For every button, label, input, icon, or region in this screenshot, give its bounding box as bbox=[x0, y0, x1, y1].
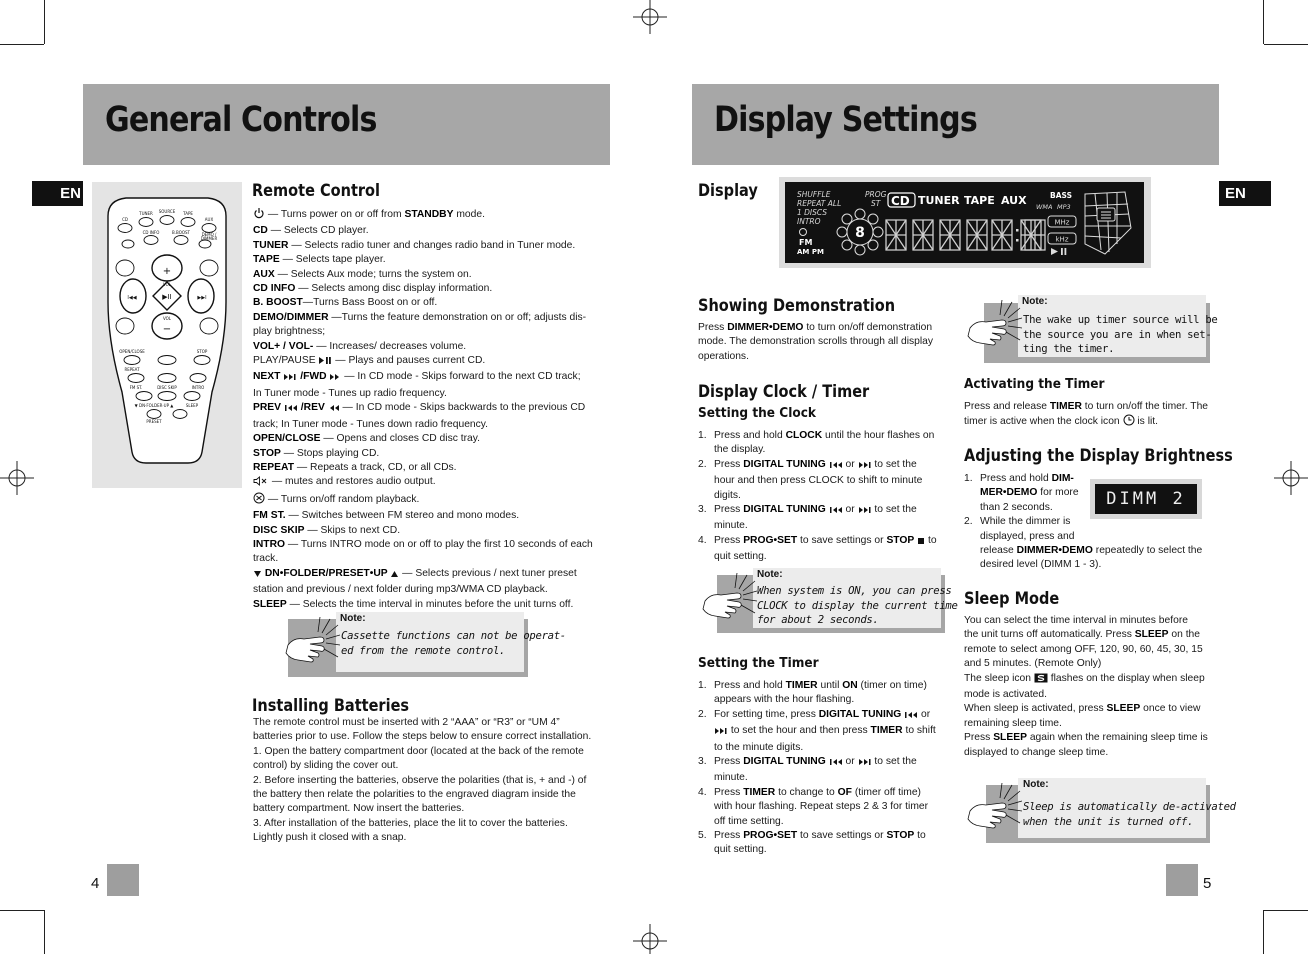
svg-text:INTRO: INTRO bbox=[191, 385, 205, 390]
step-item bbox=[698, 534, 948, 565]
step-line: to the minute digits. bbox=[714, 741, 804, 753]
remote-control-line: DEMO/DIMMER —Turns the feature demonstration on or off; adjusts dis- bbox=[253, 311, 587, 323]
step-line: hour and then press CLOCK to shift to minute bbox=[714, 475, 923, 487]
registration-mark-icon bbox=[0, 461, 34, 495]
lcd-play-pause-icon bbox=[1051, 248, 1066, 255]
lcd-ampm: AM PM bbox=[797, 248, 824, 256]
sleep-line: When sleep is activated, press SLEEP once to view bbox=[964, 703, 1201, 715]
pointing-hand-icon bbox=[962, 781, 1022, 837]
crop-mark bbox=[0, 910, 44, 911]
remote-control-line: — Turns power on or off from STANDBY mode. bbox=[253, 207, 608, 224]
step-line: Press and hold CLOCK until the hour flashes on bbox=[714, 430, 935, 441]
note-text: Sleep is automatically de-activated when the unit is turned off. bbox=[1023, 801, 1236, 828]
sleep-line: and 5 minutes. (Remote Only) bbox=[964, 658, 1102, 670]
batteries-line: control) by sliding the cover out. bbox=[253, 760, 399, 772]
prev-icon bbox=[284, 403, 298, 417]
activating-timer-text bbox=[964, 400, 1216, 432]
crop-mark bbox=[0, 44, 44, 45]
step-line: to set the hour and then press TIMER to shift bbox=[714, 724, 953, 740]
svg-text:TUNER: TUNER bbox=[139, 211, 153, 216]
svg-text:VOL: VOL bbox=[162, 282, 172, 287]
note-sleep bbox=[962, 777, 1236, 845]
page-number: 5 bbox=[1203, 875, 1212, 892]
activating-line: timer is active when the clock icon is lit. bbox=[964, 414, 1216, 431]
step-number: 5. bbox=[698, 830, 707, 842]
step-number: 1. bbox=[698, 430, 707, 441]
svg-text:CD: CD bbox=[122, 217, 128, 222]
batteries-line: batteries prior to use. Follow the steps below to ensure correct installation. bbox=[253, 731, 592, 743]
registration-mark-icon bbox=[633, 0, 667, 34]
step-number: 1. bbox=[698, 680, 707, 691]
sleep-line: the unit turns off automatically. Press SLEEP on the bbox=[964, 629, 1201, 641]
step-line: Press and hold DIM- bbox=[980, 473, 1074, 484]
lcd-source-tape: TAPE bbox=[964, 194, 995, 207]
batteries-line: Lightly push it closed with a snap. bbox=[253, 832, 407, 844]
language-tab: EN bbox=[32, 181, 83, 206]
lcd-digit bbox=[886, 220, 906, 250]
svg-text:DISC SKIP: DISC SKIP bbox=[157, 385, 177, 390]
section-heading-display: Display bbox=[698, 181, 758, 200]
lcd-label: SHUFFLE bbox=[797, 190, 831, 199]
lcd-digit bbox=[940, 220, 960, 250]
batteries-line: The remote control must be inserted with 2 “AAA” or “R3” or “UM 4” bbox=[253, 717, 560, 728]
step-line: digits. bbox=[714, 489, 741, 501]
section-heading-demonstration: Showing Demonstration bbox=[698, 296, 896, 315]
page-tab bbox=[1166, 864, 1198, 896]
step-line: quit setting. bbox=[714, 551, 767, 563]
prev-icon bbox=[829, 757, 843, 771]
timer-steps bbox=[698, 679, 953, 858]
remote-control-line: play brightness; bbox=[253, 326, 326, 338]
crop-mark bbox=[1264, 910, 1308, 911]
step-item bbox=[698, 429, 948, 458]
sleep-line: displayed to change sleep time. bbox=[964, 746, 1109, 758]
svg-text:PRESET: PRESET bbox=[146, 419, 162, 424]
lcd-label: INTRO bbox=[797, 217, 821, 226]
note-label: Note: bbox=[1022, 296, 1048, 307]
demonstration-text: Press DIMMER•DEMO to turn on/off demonstration mode. The demonstration scrolls through all display operations. bbox=[698, 322, 934, 362]
lcd-source-cd: CD bbox=[891, 194, 910, 208]
sleep-line: The sleep icon flashes on the display when sleep bbox=[964, 672, 1216, 688]
dimmer-lcd-illustration bbox=[1090, 479, 1202, 519]
remote-control-descriptions bbox=[253, 207, 608, 612]
lcd-bass: BASS bbox=[1050, 191, 1072, 200]
lcd-label: REPEAT ALL bbox=[797, 199, 842, 208]
step-line: minute. bbox=[714, 520, 748, 532]
lcd-display-panel bbox=[785, 182, 1144, 263]
step-number: 4. bbox=[698, 786, 707, 798]
step-line: desired level (DIMM 1 - 3). bbox=[980, 559, 1102, 571]
play-pause-icon bbox=[318, 356, 332, 370]
crop-mark bbox=[44, 0, 45, 44]
step-item bbox=[698, 458, 948, 503]
batteries-line: 3. After installation of the batteries, place the lit to cover the batteries. bbox=[253, 817, 568, 829]
clock-steps bbox=[698, 429, 948, 565]
step-line: MER•DEMO for more bbox=[980, 487, 1079, 499]
next-icon bbox=[858, 505, 872, 519]
svg-text:+: + bbox=[162, 266, 172, 277]
svg-text:CD INFO: CD INFO bbox=[142, 230, 160, 235]
lcd-label: 1 DISCS bbox=[797, 208, 828, 217]
fwd-icon bbox=[329, 372, 341, 386]
remote-control-line: — mutes and restores audio output. bbox=[253, 475, 608, 491]
lcd-digit bbox=[967, 220, 987, 250]
section-heading-installing-batteries: Installing Batteries bbox=[252, 696, 410, 715]
note-wake-timer bbox=[962, 294, 1218, 366]
page-banner bbox=[83, 84, 610, 165]
remote-control-icon bbox=[92, 182, 242, 488]
prev-icon bbox=[904, 710, 918, 724]
remote-control-line: TAPE — Selects tape player. bbox=[253, 254, 386, 266]
remote-control-line: track; In Tuner mode - Tunes down radio frequency. bbox=[253, 418, 489, 430]
step-item bbox=[698, 786, 953, 829]
lcd-mhz: MHz bbox=[1054, 218, 1070, 227]
clock-icon bbox=[1123, 414, 1135, 431]
svg-text:OPEN/CLOSE: OPEN/CLOSE bbox=[119, 349, 145, 354]
remote-control-line: REPEAT — Repeats a track, CD, or all CDs. bbox=[253, 461, 457, 473]
step-number: 2. bbox=[964, 516, 973, 528]
page-number: 4 bbox=[91, 875, 100, 892]
remote-control-line: track. bbox=[253, 553, 279, 565]
lcd-khz: kHz bbox=[1055, 235, 1069, 244]
svg-text:B.BOOST: B.BOOST bbox=[172, 230, 190, 235]
next-icon bbox=[858, 460, 872, 474]
step-line: off time setting. bbox=[714, 815, 784, 827]
lcd-digit bbox=[1025, 220, 1045, 250]
svg-text:I◀◀: I◀◀ bbox=[127, 295, 137, 301]
remote-control-line: FM ST. — Switches between FM stereo and mono modes. bbox=[253, 510, 520, 522]
note-text: Cassette functions can not be operat- ed from the remote control. bbox=[341, 630, 566, 657]
svg-text:DEMO /: DEMO / bbox=[201, 232, 217, 237]
mute-icon bbox=[253, 476, 269, 491]
step-item bbox=[698, 755, 953, 786]
step-line: release DIMMER•DEMO repeatedly to select the bbox=[980, 545, 1203, 557]
lcd-disc-number: 8 bbox=[855, 225, 865, 241]
note-label: Note: bbox=[1023, 779, 1049, 790]
subheading-activating-timer: Activating the Timer bbox=[964, 376, 1105, 392]
note-clock bbox=[697, 567, 958, 635]
lcd-digit bbox=[913, 220, 933, 250]
crop-mark bbox=[1263, 910, 1264, 954]
remote-control-line: TUNER — Selects radio tuner and changes radio band in Tuner mode. bbox=[253, 239, 576, 251]
sleep-line: remote to select among OFF, 120, 90, 60, 45, 30, 15 bbox=[964, 643, 1203, 655]
lcd-label: ST bbox=[871, 199, 881, 208]
svg-text:VOL: VOL bbox=[162, 316, 172, 321]
sleep-line: You can select the time interval in minutes before bbox=[964, 615, 1188, 626]
page-title: Display Settings bbox=[714, 100, 977, 140]
svg-text:SLEEP: SLEEP bbox=[185, 403, 199, 408]
lcd-label: PROG bbox=[865, 190, 887, 199]
step-item bbox=[698, 503, 948, 534]
svg-text:▶II: ▶II bbox=[162, 293, 172, 301]
svg-text:DIMMER: DIMMER bbox=[200, 236, 218, 241]
pointing-hand-icon bbox=[697, 571, 757, 627]
svg-text:STOP: STOP bbox=[196, 349, 208, 354]
remote-control-line: OPEN/CLOSE — Opens and closes CD disc tray. bbox=[253, 433, 480, 445]
batteries-line: battery compartment. Now insert the batteries. bbox=[253, 803, 465, 815]
note-label: Note: bbox=[757, 569, 783, 580]
step-line: Press DIGITAL TUNING or to set the bbox=[714, 755, 953, 771]
step-line: than 2 seconds. bbox=[980, 501, 1053, 513]
subheading-setting-clock: Setting the Clock bbox=[698, 405, 816, 421]
next-icon bbox=[858, 757, 872, 771]
dimmer-lcd-text: DIMM 2 bbox=[1095, 484, 1197, 514]
page-title: General Controls bbox=[105, 100, 377, 140]
next-icon bbox=[714, 726, 728, 740]
rev-icon bbox=[328, 403, 340, 417]
step-number: 2. bbox=[698, 708, 707, 720]
lcd-fm: FM bbox=[799, 238, 813, 247]
step-item bbox=[698, 829, 953, 858]
power-icon bbox=[253, 207, 265, 224]
sleep-line: remaining sleep time. bbox=[964, 717, 1062, 729]
lcd-clock-icon bbox=[800, 229, 807, 236]
sleep-icon bbox=[1034, 673, 1048, 688]
remote-control-line: DISC SKIP — Skips to next CD. bbox=[253, 524, 401, 536]
step-line: quit setting. bbox=[714, 844, 767, 856]
step-item bbox=[964, 515, 1216, 573]
step-item bbox=[698, 679, 953, 708]
step-line: Press DIGITAL TUNING or to set the bbox=[714, 458, 948, 474]
registration-mark-icon bbox=[1274, 461, 1308, 495]
activating-line: Press and release TIMER to turn on/off the timer. The bbox=[964, 401, 1209, 412]
sleep-line: mode is activated. bbox=[964, 689, 1047, 701]
section-heading-brightness: Adjusting the Display Brightness bbox=[964, 446, 1233, 465]
note-label: Note: bbox=[340, 613, 366, 624]
up-arrow-icon bbox=[390, 569, 399, 583]
svg-text:SOURCE: SOURCE bbox=[158, 209, 176, 214]
lcd-spectrum-icon bbox=[1085, 192, 1131, 254]
step-line: the display. bbox=[714, 444, 766, 456]
svg-text:AUX: AUX bbox=[204, 217, 214, 222]
sleep-mode-text bbox=[964, 614, 1216, 760]
remote-control-line: station and previous / next folder during mp3/WMA CD playback. bbox=[253, 584, 548, 596]
step-line: Press TIMER to change to OF (timer off time) bbox=[714, 786, 921, 798]
step-line: For setting time, press DIGITAL TUNING or bbox=[714, 708, 953, 724]
down-arrow-icon bbox=[253, 569, 262, 583]
language-tab: EN bbox=[1219, 181, 1271, 206]
remote-control-line: In Tuner mode - Tunes up radio frequency. bbox=[253, 387, 447, 399]
remote-control-line: CD INFO — Selects among disc display information. bbox=[253, 283, 493, 295]
remote-control-line: AUX — Selects Aux mode; turns the system on. bbox=[253, 268, 472, 280]
step-line: Press PROG•SET to save settings or STOP to bbox=[714, 830, 926, 842]
step-number: 2. bbox=[698, 458, 707, 470]
step-number: 3. bbox=[698, 504, 707, 516]
random-icon bbox=[253, 492, 265, 509]
step-line: Press and hold TIMER until ON (timer on time) bbox=[714, 680, 927, 691]
svg-text:FM ST.: FM ST. bbox=[129, 385, 143, 390]
page-tab bbox=[107, 864, 139, 896]
svg-text:▶▶I: ▶▶I bbox=[197, 295, 207, 301]
step-number: 3. bbox=[698, 756, 707, 768]
page-banner bbox=[692, 84, 1219, 165]
step-line: While the dimmer is bbox=[980, 516, 1071, 528]
remote-control-line: DN•FOLDER/PRESET•UP — Selects previous / next tuner preset bbox=[253, 567, 608, 583]
remote-control-line: B. BOOST—Turns Bass Boost on or off. bbox=[253, 297, 438, 309]
remote-control-line: SLEEP — Selects the time interval in minutes before the unit turns off. bbox=[253, 598, 574, 610]
svg-text:REPEAT: REPEAT bbox=[124, 367, 140, 372]
lcd-source-tuner: TUNER bbox=[918, 194, 960, 207]
section-heading-remote-control: Remote Control bbox=[252, 181, 381, 200]
remote-control-line: NEXT /FWD — In CD mode - Skips forward to the next CD track; bbox=[253, 370, 608, 386]
pointing-hand-icon bbox=[280, 615, 340, 671]
batteries-line: 2. Before inserting the batteries, observe the polarities (that is, + and -) of bbox=[253, 774, 587, 786]
step-item bbox=[698, 708, 953, 755]
registration-mark-icon bbox=[633, 924, 667, 954]
step-number: 1. bbox=[964, 473, 973, 484]
batteries-instructions bbox=[253, 716, 608, 846]
remote-control-line: — Turns on/off random playback. bbox=[253, 492, 608, 509]
remote-control-line: PLAY/PAUSE — Plays and pauses current CD. bbox=[253, 354, 608, 370]
crop-mark bbox=[44, 910, 45, 954]
step-line: with hour flashing. Repeat steps 2 & 3 for timer bbox=[714, 801, 929, 813]
section-heading-sleep-mode: Sleep Mode bbox=[964, 589, 1060, 608]
prev-icon bbox=[829, 460, 843, 474]
remote-illustration bbox=[92, 182, 242, 488]
remote-control-line: PREV /REV — In CD mode - Skips backwards to the previous CD bbox=[253, 401, 608, 417]
remote-control-line: CD — Selects CD player. bbox=[253, 225, 369, 237]
sleep-line: Press SLEEP again when the remaining sleep time is bbox=[964, 732, 1208, 744]
lcd-label: WMA bbox=[1036, 203, 1053, 211]
note-text: The wake up timer source will be the source you are in when set- ting the timer. bbox=[1023, 314, 1218, 355]
step-line: minute. bbox=[714, 772, 748, 784]
step-line: appears with the hour flashing. bbox=[714, 694, 855, 706]
batteries-line: the battery then relate the polarities to the engraved diagram inside the bbox=[253, 789, 576, 801]
svg-text:−: − bbox=[162, 324, 172, 335]
lcd-source-aux: AUX bbox=[1001, 194, 1027, 207]
prev-icon bbox=[829, 505, 843, 519]
remote-control-line: VOL+ / VOL- — Increases/ decreases volume. bbox=[253, 340, 467, 352]
stop-icon bbox=[917, 536, 925, 550]
pointing-hand-icon bbox=[962, 298, 1022, 354]
remote-control-line: STOP — Stops playing CD. bbox=[253, 447, 380, 459]
crop-mark bbox=[1263, 0, 1264, 44]
step-line: displayed, press and bbox=[980, 530, 1075, 542]
svg-text:▼ DN·FOLDER·UP ▲: ▼ DN·FOLDER·UP ▲ bbox=[134, 403, 174, 408]
lcd-digit bbox=[992, 220, 1012, 250]
note-text: When system is ON, you can press CLOCK to display the current time for about 2 seconds. bbox=[757, 585, 958, 626]
section-heading-clock-timer: Display Clock / Timer bbox=[698, 382, 870, 401]
step-line: Press DIGITAL TUNING or to set the bbox=[714, 503, 948, 519]
step-line: Press PROG•SET to save settings or STOP to bbox=[714, 534, 948, 550]
note-cassette bbox=[280, 611, 566, 679]
remote-control-line: INTRO — Turns INTRO mode on or off to play the first 10 seconds of each bbox=[253, 538, 593, 550]
lcd-label: MP3 bbox=[1057, 203, 1071, 211]
lcd-display-illustration bbox=[779, 177, 1151, 268]
crop-mark bbox=[1264, 44, 1308, 45]
subheading-setting-timer: Setting the Timer bbox=[698, 655, 819, 671]
next-icon bbox=[283, 372, 297, 386]
step-number: 4. bbox=[698, 534, 707, 546]
svg-text:TAPE: TAPE bbox=[183, 211, 193, 216]
batteries-line: 1. Open the battery compartment door (located at the back of the remote bbox=[253, 745, 584, 757]
